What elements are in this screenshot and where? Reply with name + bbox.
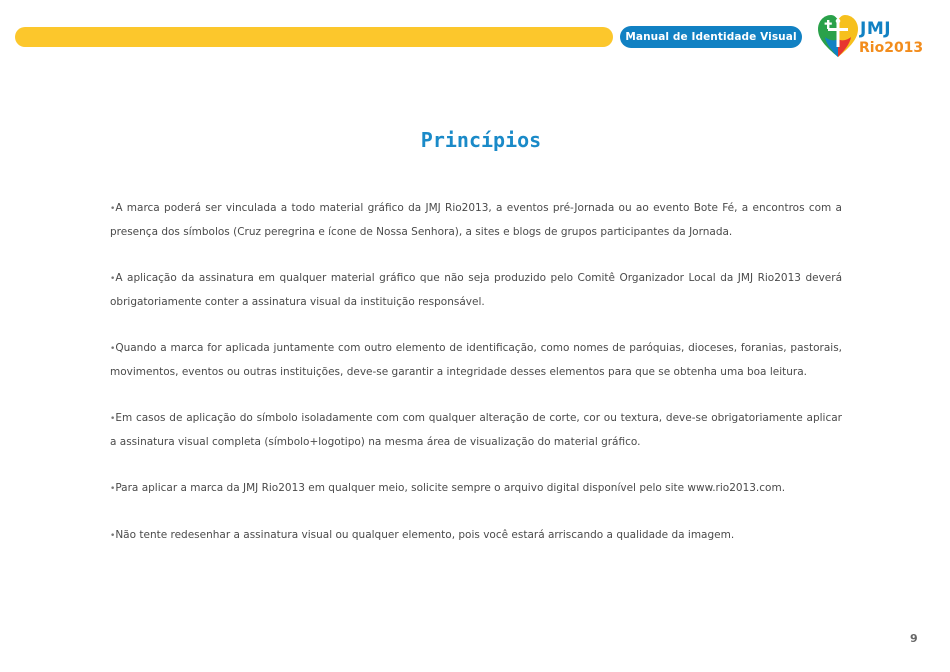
bullet-icon: • [110, 531, 116, 541]
principle-paragraph [110, 524, 842, 548]
principle-text: Para aplicar a marca da JMJ Rio2013 em qualquer meio, solicite sempre o arquivo digital disponível pelo site www.rio2013.com. [115, 482, 786, 494]
principle-paragraph [110, 477, 842, 501]
bullet-icon: • [110, 484, 116, 494]
principle-text: Quando a marca for aplicada juntamente com outro elemento de identificação, como nomes de paróquias, dioceses, foranias, pastorais, movimentos, eventos ou outras instituições, deve-se garantir a integridade desses elementos para que se obtenha uma boa leitura. [110, 342, 842, 378]
bullet-icon: • [110, 344, 116, 354]
principle-text: A marca poderá ser vinculada a todo material gráfico da JMJ Rio2013, a eventos pré-Jornada ou ao evento Bote Fé, a encontros com a presença dos símbolos (Cruz peregrina e ícone de Nossa Senhora), a sites e blogs de grupos participantes da Jornada. [110, 202, 842, 238]
principle-paragraph [110, 267, 842, 314]
principle-paragraph [110, 337, 842, 384]
principles-list [110, 197, 842, 571]
principle-paragraph [110, 197, 842, 244]
heart-christ-icon [816, 11, 860, 61]
header-yellow-bar [15, 27, 613, 47]
manual-label-badge: Manual de Identidade Visual [620, 26, 802, 48]
principle-text: A aplicação da assinatura em qualquer material gráfico que não seja produzido pelo Comitê Organizador Local da JMJ Rio2013 deverá obrigatoriamente conter a assinatura visual da instituição responsável. [110, 272, 842, 308]
principle-paragraph [110, 407, 842, 454]
principle-text: Não tente redesenhar a assinatura visual ou qualquer elemento, pois você estará arriscando a qualidade da imagem. [115, 529, 735, 541]
bullet-icon: • [110, 414, 116, 424]
page-title: Princípios [420, 128, 542, 152]
bullet-icon: • [110, 274, 116, 284]
logo-jmj-text: JMJ [860, 19, 892, 39]
logo-rio2013-text: Rio2013 [859, 40, 924, 56]
principle-text: Em casos de aplicação do símbolo isoladamente com com qualquer alteração de corte, cor ou textura, deve-se obrigatoriamente aplicar a assinatura visual completa (símbolo+logotipo) na mesma área de visualização do material gráfico. [110, 412, 842, 448]
jmj-rio2013-logo [816, 11, 924, 61]
bullet-icon: • [110, 204, 116, 214]
page-number: 9 [910, 632, 918, 645]
